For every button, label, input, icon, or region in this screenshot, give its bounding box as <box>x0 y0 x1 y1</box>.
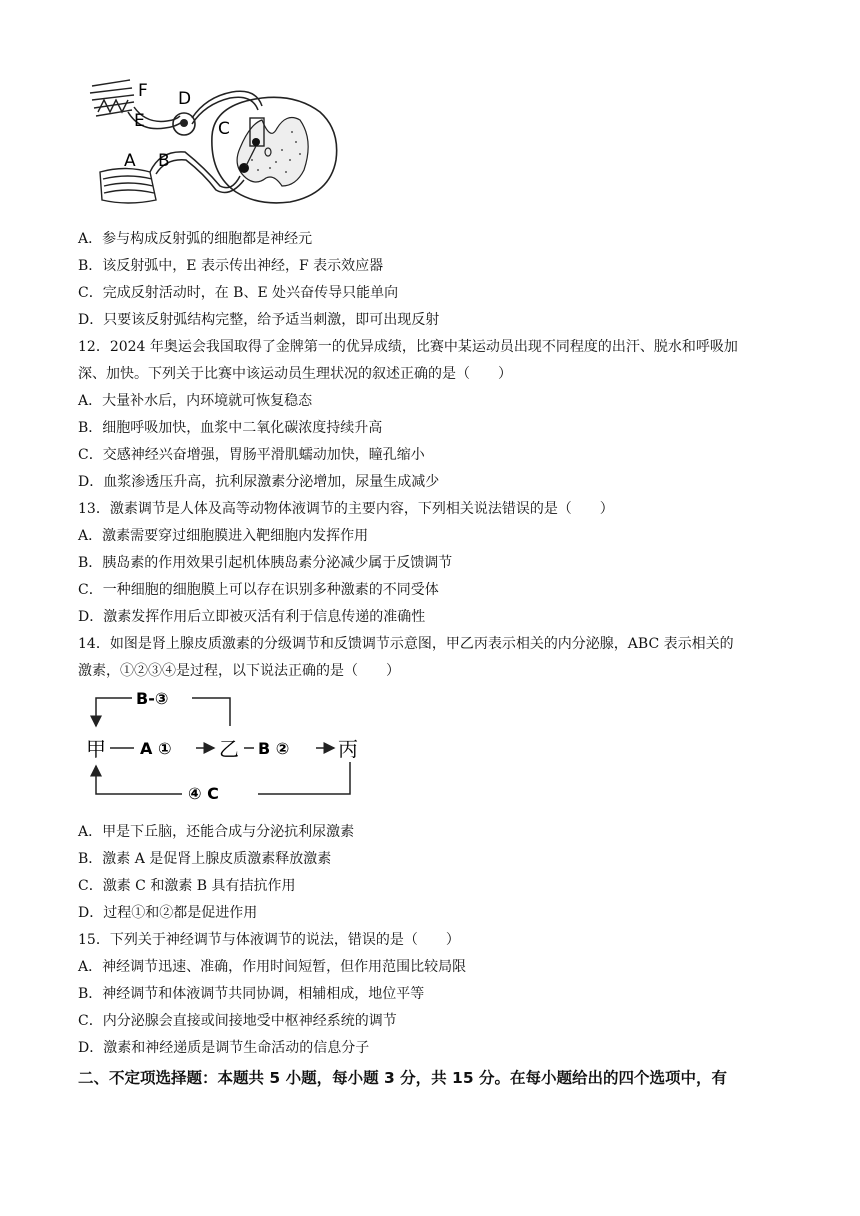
label-a-1: A ① <box>140 739 172 758</box>
q12-stem-line2: 深、加快。下列关于比赛中该运动员生理状况的叙述正确的是（ ） <box>78 366 512 382</box>
q13-option-b: B．胰岛素的作用效果引起机体胰岛素分泌减少属于反馈调节 <box>78 555 453 571</box>
q15-stem: 15．下列关于神经调节与体液调节的说法，错误的是（ ） <box>78 932 460 948</box>
nerve-fibers <box>128 91 262 192</box>
diagram-label-b: B <box>158 151 170 171</box>
q11-option-b: B．该反射弧中，E 表示传出神经，F 表示效应器 <box>78 258 384 274</box>
hormone-regulation-diagram <box>0 686 860 816</box>
section-2-heading: 二、不定项选择题：本题共 5 小题，每小题 3 分，共 15 分。在每小题给出的四个选项中，有 <box>78 1069 728 1087</box>
spinal-cord-figure <box>212 97 337 203</box>
node-bing: 丙 <box>338 737 358 761</box>
diagram-label-f: F <box>138 81 148 101</box>
q13-option-c: C．一种细胞的细胞膜上可以存在识别多种激素的不同受体 <box>78 582 439 598</box>
q14-option-a: A．甲是下丘脑，还能合成与分泌抗利尿激素 <box>78 824 355 840</box>
node-yi: 乙 <box>219 737 239 761</box>
label-b-3: B-③ <box>136 689 169 708</box>
skin-receptor-figure <box>90 80 134 116</box>
q14-stem-line1: 14．如图是肾上腺皮质激素的分级调节和反馈调节示意图，甲乙丙表示相关的内分泌腺，ABC 表示相关的 <box>78 636 734 652</box>
q14-option-c: C．激素 C 和激素 B 具有拮抗作用 <box>78 878 296 894</box>
muscle-effector-figure <box>100 169 156 204</box>
q11-option-d: D．只要该反射弧结构完整，给予适当刺激，即可出现反射 <box>78 312 440 328</box>
q14-option-d: D．过程①和②都是促进作用 <box>78 905 258 921</box>
label-4-c: ④ C <box>188 784 219 803</box>
q13-option-d: D．激素发挥作用后立即被灭活有利于信息传递的准确性 <box>78 609 426 625</box>
q14-stem-line2: 激素，①②③④是过程，以下说法正确的是（ ） <box>78 663 400 679</box>
reflex-arc-diagram <box>0 0 860 220</box>
q13-option-a: A．激素需要穿过细胞膜进入靶细胞内发挥作用 <box>78 528 369 544</box>
q12-option-c: C．交感神经兴奋增强，胃肠平滑肌蠕动加快，瞳孔缩小 <box>78 447 425 463</box>
label-b-2: B ② <box>258 739 290 758</box>
diagram-label-c: C <box>218 119 230 139</box>
q12-stem-line1: 12．2024 年奥运会我国取得了金牌第一的优异成绩，比赛中某运动员出现不同程度的出汗、脱水和呼吸加 <box>78 339 738 355</box>
diagram-label-e: E <box>134 111 145 131</box>
q15-option-c: C．内分泌腺会直接或间接地受中枢神经系统的调节 <box>78 1013 397 1029</box>
q15-option-a: A．神经调节迅速、准确，作用时间短暂，但作用范围比较局限 <box>78 959 467 975</box>
q14-option-b: B．激素 A 是促肾上腺皮质激素释放激素 <box>78 851 332 867</box>
ganglion-d <box>173 113 195 135</box>
q11-option-c: C．完成反射活动时，在 B、E 处兴奋传导只能单向 <box>78 285 399 301</box>
q15-option-d: D．激素和神经递质是调节生命活动的信息分子 <box>78 1040 370 1056</box>
node-jia: 甲 <box>86 737 106 761</box>
diagram-label-a: A <box>124 151 136 171</box>
q12-option-a: A．大量补水后，内环境就可恢复稳态 <box>78 393 313 409</box>
q11-option-a: A．参与构成反射弧的细胞都是神经元 <box>78 231 313 247</box>
q13-stem: 13．激素调节是人体及高等动物体液调节的主要内容，下列相关说法错误的是（ ） <box>78 501 614 517</box>
q15-option-b: B．神经调节和体液调节共同协调，相辅相成，地位平等 <box>78 986 425 1002</box>
diagram-label-d: D <box>178 89 192 109</box>
q12-option-b: B．细胞呼吸加快，血浆中二氧化碳浓度持续升高 <box>78 420 383 436</box>
q12-option-d: D．血浆渗透压升高，抗利尿激素分泌增加，尿量生成减少 <box>78 474 440 490</box>
